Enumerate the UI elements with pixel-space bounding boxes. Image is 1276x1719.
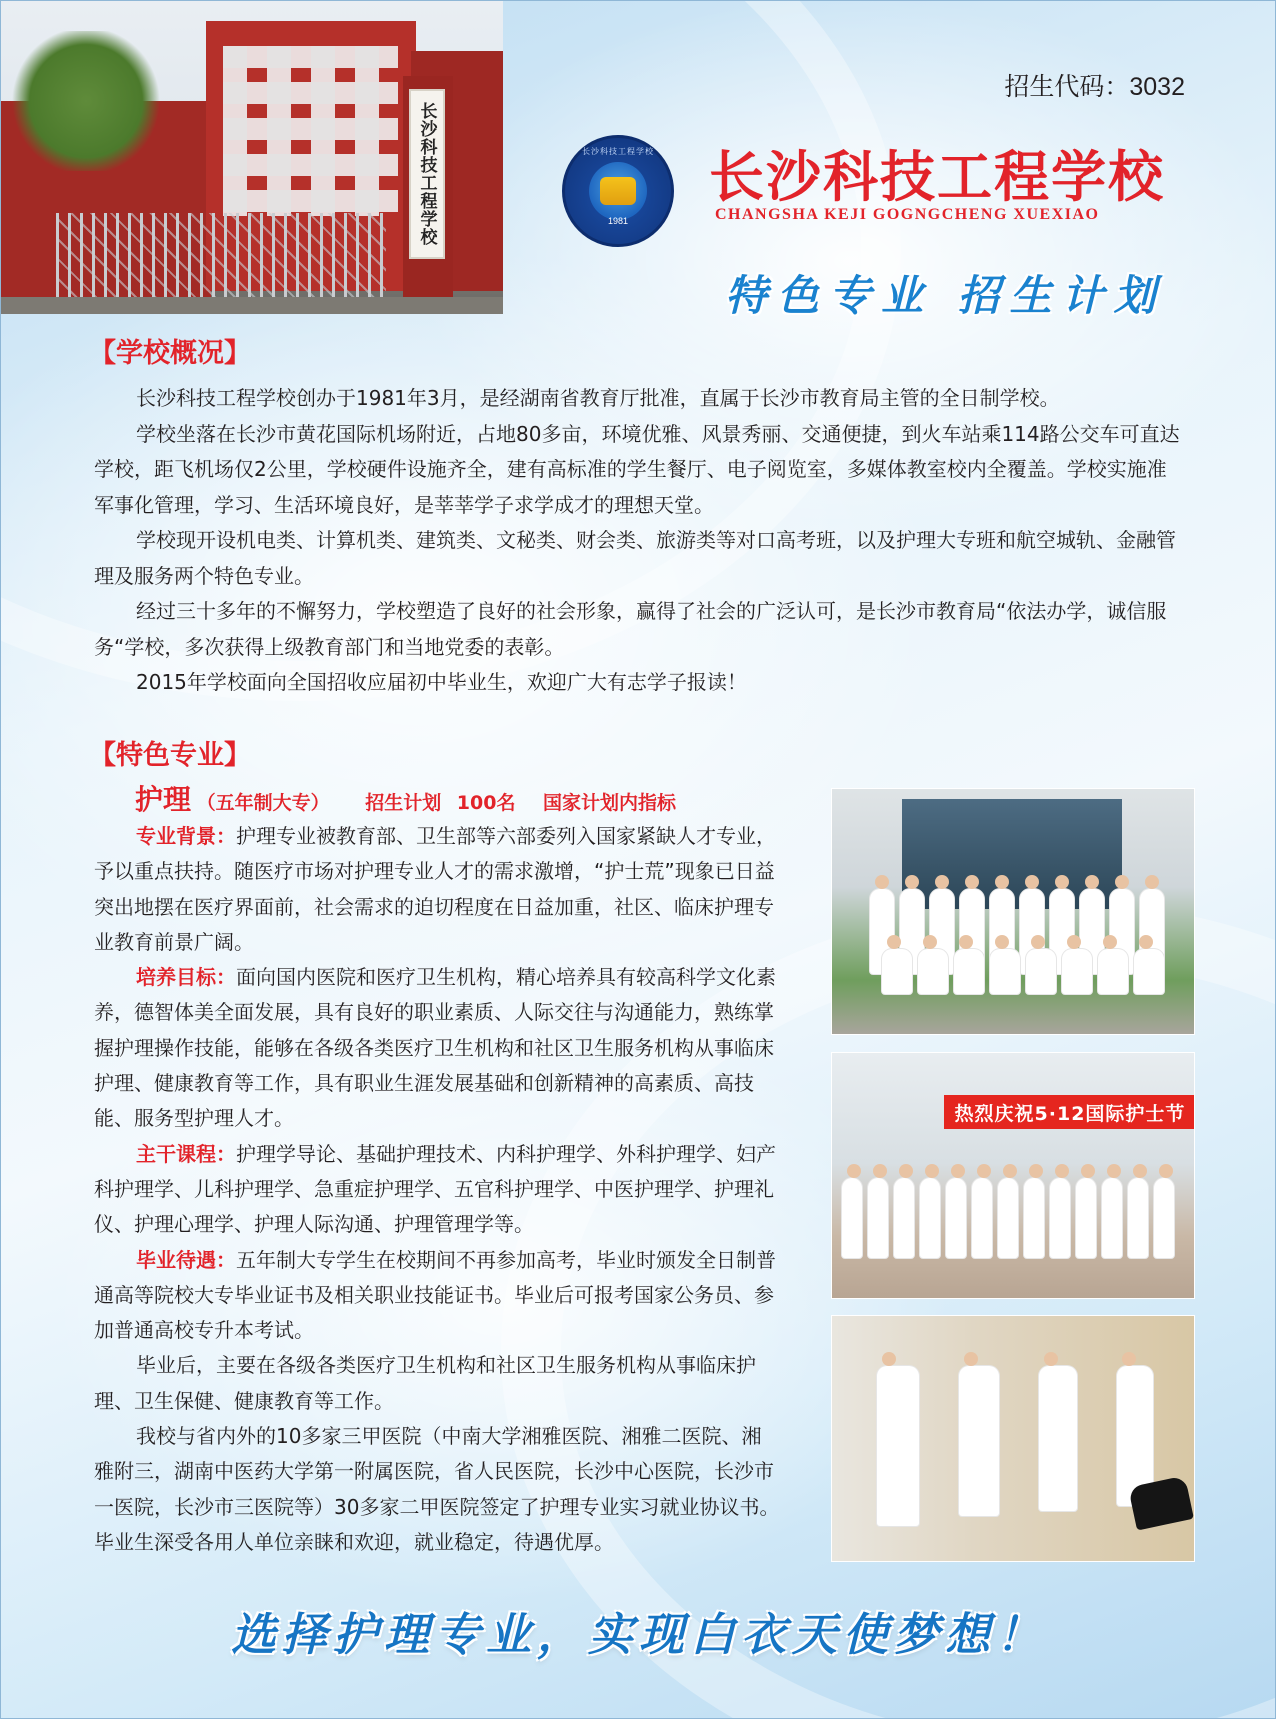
nurse <box>1098 949 1128 994</box>
logo-mark <box>600 177 636 205</box>
nurse <box>1050 1178 1070 1258</box>
nurse <box>1039 1366 1077 1511</box>
major-paragraph: 我校与省内外的10多家三甲医院（中南大学湘雅医院、湘雅二医院、湘雅附三，湖南中医药大学第一附属医院，省人民医院，长沙中心医院，长沙市一医院，长沙市三医院等）30多家二甲医院签定了护理专业实习就业协议书。毕业生深受各用人单位亲睐和欢迎，就业稳定，待遇优厚。 <box>94 1424 780 1554</box>
major-item <box>94 1137 780 1243</box>
school-logo-icon <box>562 135 674 247</box>
nurse <box>1102 1178 1122 1258</box>
overview-paragraph: 经过三十多年的不懈努力，学校塑造了良好的社会形象，赢得了社会的广泛认可，是长沙市教育局“依法办学，诚信服务“学校，多次获得上级教育部门和当地党委的表彰。 <box>94 599 1167 659</box>
nurse <box>842 1178 862 1258</box>
nurse <box>1062 949 1092 994</box>
nurses-day-banner: 热烈庆祝5·12国际护士节 <box>944 1095 1195 1129</box>
featured-title: 【特色专业】 <box>89 740 251 771</box>
overview-paragraph: 学校现开设机电类、计算机类、建筑类、文秘类、财会类、旅游类等对口高考班，以及护理大专班和航空城轨、金融管理及服务两个特色专业。 <box>94 528 1176 588</box>
major-paragraph: 毕业后，主要在各级各类医疗卫生机构和社区卫生服务机构从事临床护理、卫生保健、健康教育等工作。 <box>94 1353 756 1413</box>
nurses-group-photo <box>831 788 1195 1035</box>
nurse-row-front <box>882 949 1164 994</box>
nurse <box>920 1178 940 1258</box>
major-name: 护理 <box>135 783 192 816</box>
overview-paragraph: 长沙科技工程学校创办于1981年3月，是经湖南省教育厅批准，直属于长沙市教育局主管的全日制学校。 <box>136 386 1060 410</box>
overview-title: 【学校概况】 <box>89 338 251 369</box>
major-plan-label: 招生计划 <box>365 792 442 814</box>
building-windows <box>223 46 398 216</box>
nurse <box>1128 1178 1148 1258</box>
nurse <box>1076 1178 1096 1258</box>
item-label: 培养目标： <box>136 965 236 990</box>
tree <box>11 31 161 171</box>
major-duration: （五年制大专） <box>196 792 330 814</box>
major-item <box>94 1243 780 1349</box>
logo-year: 1981 <box>607 216 629 226</box>
major-plan-count: 100名 <box>456 792 516 814</box>
tagline: 特色专业 招生计划 <box>725 271 1166 320</box>
logo-emblem <box>589 162 647 220</box>
nurse-row-march <box>842 1178 1174 1258</box>
nurse <box>954 949 984 994</box>
overview-body <box>94 381 1186 701</box>
major-heading <box>135 778 676 818</box>
item-label: 专业背景： <box>136 824 236 848</box>
nurse <box>959 1366 999 1516</box>
school-title: 长沙科技工程学校 <box>709 144 1166 209</box>
nurse <box>918 949 948 994</box>
retractable-gate <box>56 213 386 298</box>
gate-plaque: 长沙科技工程学校 <box>409 89 445 259</box>
nurse <box>868 1178 888 1258</box>
ground <box>1 297 503 314</box>
nurse <box>877 1366 919 1526</box>
item-text: 护理专业被教育部、卫生部等六部委列入国家紧缺人才专业，予以重点扶持。随医疗市场对护理专业人才的需求激增，“护士荒”现象已日益突出地摆在医疗界面前，社会需求的迫切程度在日益加重，社区、临床护理专业教育前景广阔。 <box>94 824 776 954</box>
nurse <box>1154 1178 1174 1258</box>
nurse <box>990 949 1020 994</box>
nurse <box>1026 949 1056 994</box>
item-text: 护理学导论、基础护理技术、内科护理学、外科护理学、妇产科护理学、儿科护理学、急重症护理学、五官科护理学、中医护理学、护理礼仪、护理心理学、护理人际沟通、护理管理学等。 <box>94 1141 776 1237</box>
overview-paragraph: 2015年学校面向全国招收应届初中毕业生，欢迎广大有志学子报读！ <box>136 670 747 694</box>
school-gate-photo <box>1 1 503 314</box>
nurse <box>894 1178 914 1258</box>
logo-ring-text: 长沙科技工程学校 <box>582 147 654 156</box>
item-label: 毕业待遇： <box>136 1247 236 1272</box>
major-body <box>94 819 780 1560</box>
bottom-slogan: 选择护理专业，实现白衣天使梦想！ <box>230 1608 1047 1661</box>
school-pinyin: CHANGSHA KEJI GOGNGCHENG XUEXIAO <box>715 206 1100 223</box>
item-text: 五年制大专学生在校期间不再参加高考，毕业时颁发全日制普通高等院校大专毕业证书及相关职业技能证书。毕业后可报考国家公务员、参加普通高校专升本考试。 <box>94 1247 776 1343</box>
nurse <box>972 1178 992 1258</box>
major-plan-note: 国家计划内指标 <box>543 792 677 814</box>
major-item <box>94 960 780 1136</box>
nurse <box>1134 949 1164 994</box>
nurse <box>998 1178 1018 1258</box>
item-label: 主干课程： <box>136 1141 236 1166</box>
nurse <box>1024 1178 1044 1258</box>
item-text: 面向国内医院和医疗卫生机构，精心培养具有较高科学文化素养，德智体美全面发展，具有良好的职业素质、人际交往与沟通能力，熟练掌握护理操作技能，能够在各级各类医疗卫生机构和社区卫生服务机构从事临床护理、健康教育等工作，具有职业生涯发展基础和创新精神的高素质、高技能、服务型护理人才。 <box>94 965 776 1131</box>
nurses-etiquette-photo <box>831 1315 1195 1562</box>
overview-paragraph: 学校坐落在长沙市黄花国际机场附近，占地80多亩，环境优雅、风景秀丽、交通便捷，到火车站乘114路公交车可直达学校，距飞机场仅2公里，学校硬件设施齐全，建有高标准的学生餐厅、电子阅览室，多媒体教室校内全覆盖。学校实施准军事化管理，学习、生活环境良好，是莘莘学子求学成才的理想天堂。 <box>94 421 1180 517</box>
major-item <box>94 819 780 960</box>
nurse-row-stage <box>877 1366 1153 1526</box>
nurse <box>946 1178 966 1258</box>
nurse <box>882 949 912 994</box>
enroll-code: 招生代码：3032 <box>1004 73 1185 101</box>
nurses-day-photo <box>831 1052 1195 1299</box>
